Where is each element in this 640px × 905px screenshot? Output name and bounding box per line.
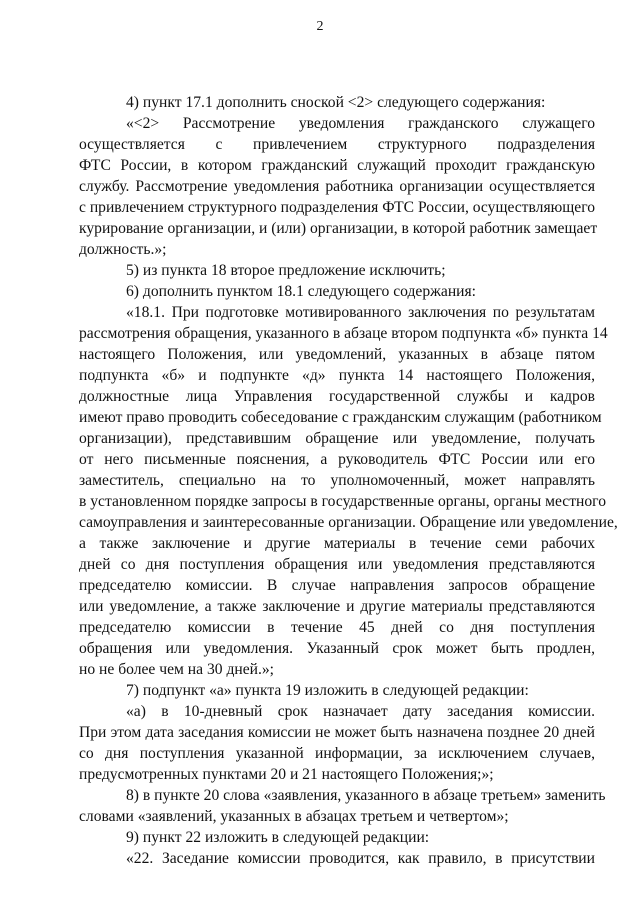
text-line: должность.»; (79, 241, 167, 258)
text-line: самоуправления и заинтересованные организации. Обращение или уведомление, (79, 514, 618, 531)
text-line: подпункта «б» и подпункте «д» пункта 14 настоящего Положения, (79, 367, 595, 384)
text-line: ФТС России, в котором гражданский служащий проходит гражданскую (79, 157, 595, 174)
paragraph (79, 302, 618, 680)
paragraph (79, 92, 595, 113)
paragraph (79, 701, 595, 785)
text-line: имеют право проводить собеседование с гражданским служащим (работником (79, 409, 602, 426)
paragraph (79, 785, 606, 827)
paragraph (79, 260, 595, 281)
text-line: должностные лица Управления государственной службы и кадров (79, 388, 595, 405)
text-line: дней со дня поступления обращения или уведомления представляются (79, 556, 595, 573)
text-line: организации), представившим обращение или уведомление, получать (79, 430, 595, 447)
paragraph (79, 680, 595, 701)
text-line: курирование организации, и (или) организации, в которой работник замещает (79, 220, 598, 237)
text-line: в установленном порядке запросы в государственные органы, органы местного (79, 493, 606, 510)
text-line: от него письменные пояснения, а руководитель ФТС России или его (79, 451, 595, 468)
text-line: председателю комиссии в течение 45 дней со дня поступления (79, 619, 595, 636)
text-line: «18.1. При подготовке мотивированного заключения по результатам (126, 304, 595, 321)
text-line: заместитель, специально на то уполномоченный, может направлять (79, 472, 595, 489)
paragraph (79, 113, 598, 260)
text-line: предусмотренных пунктами 20 и 21 настоящего Положения;»; (79, 766, 494, 783)
paragraph (79, 281, 595, 302)
text-line: но не более чем на 30 дней.»; (79, 661, 275, 678)
text-line: а также заключение и другие материалы в течение семи рабочих (79, 535, 595, 552)
text-line: председателю комиссии. В случае направления запросов обращение (79, 577, 595, 594)
text-line: с привлечением структурного подразделения ФТС России, осуществляющего (79, 199, 595, 216)
paragraph (79, 827, 595, 848)
text-line: словами «заявлений, указанных в абзацах третьем и четвертом»; (79, 808, 509, 825)
text-line: рассмотрения обращения, указанного в абзаце втором подпункта «б» пункта 14 (79, 325, 608, 342)
text-line: 6) дополнить пунктом 18.1 следующего содержания: (126, 283, 477, 300)
text-line: со дня поступления указанной информации, за исключением случаев, (79, 745, 595, 762)
text-line: «22. Заседание комиссии проводится, как правило, в присутствии (126, 850, 595, 867)
text-line: 4) пункт 17.1 дополнить сноской <2> следующего содержания: (126, 94, 546, 111)
text-line: обращения или уведомления. Указанный срок может быть продлен, (79, 640, 595, 657)
text-line: 8) в пункте 20 слова «заявления, указанного в абзаце третьем» заменить (126, 787, 606, 804)
page-number: 2 (316, 19, 324, 34)
text-line: или уведомление, а также заключение и другие материалы представляются (79, 598, 595, 615)
text-line: 7) подпункт «а» пункта 19 изложить в следующей редакции: (126, 682, 529, 699)
paragraph (79, 848, 595, 869)
text-line: «а) в 10-дневный срок назначает дату заседания комиссии. (126, 703, 595, 720)
document-body (79, 92, 618, 869)
text-line: осуществляется с привлечением структурного подразделения (79, 136, 595, 153)
text-line: «<2> Рассмотрение уведомления гражданского служащего (126, 115, 595, 132)
text-line: службу. Рассмотрение уведомления работника организации осуществляется (79, 178, 595, 195)
text-line: 9) пункт 22 изложить в следующей редакции: (126, 829, 430, 846)
text-line: При этом дата заседания комиссии не может быть назначена позднее 20 дней (79, 724, 595, 741)
text-line: настоящего Положения, или уведомлений, указанных в абзаце пятом (79, 346, 595, 363)
text-line: 5) из пункта 18 второе предложение исключить; (126, 262, 446, 279)
